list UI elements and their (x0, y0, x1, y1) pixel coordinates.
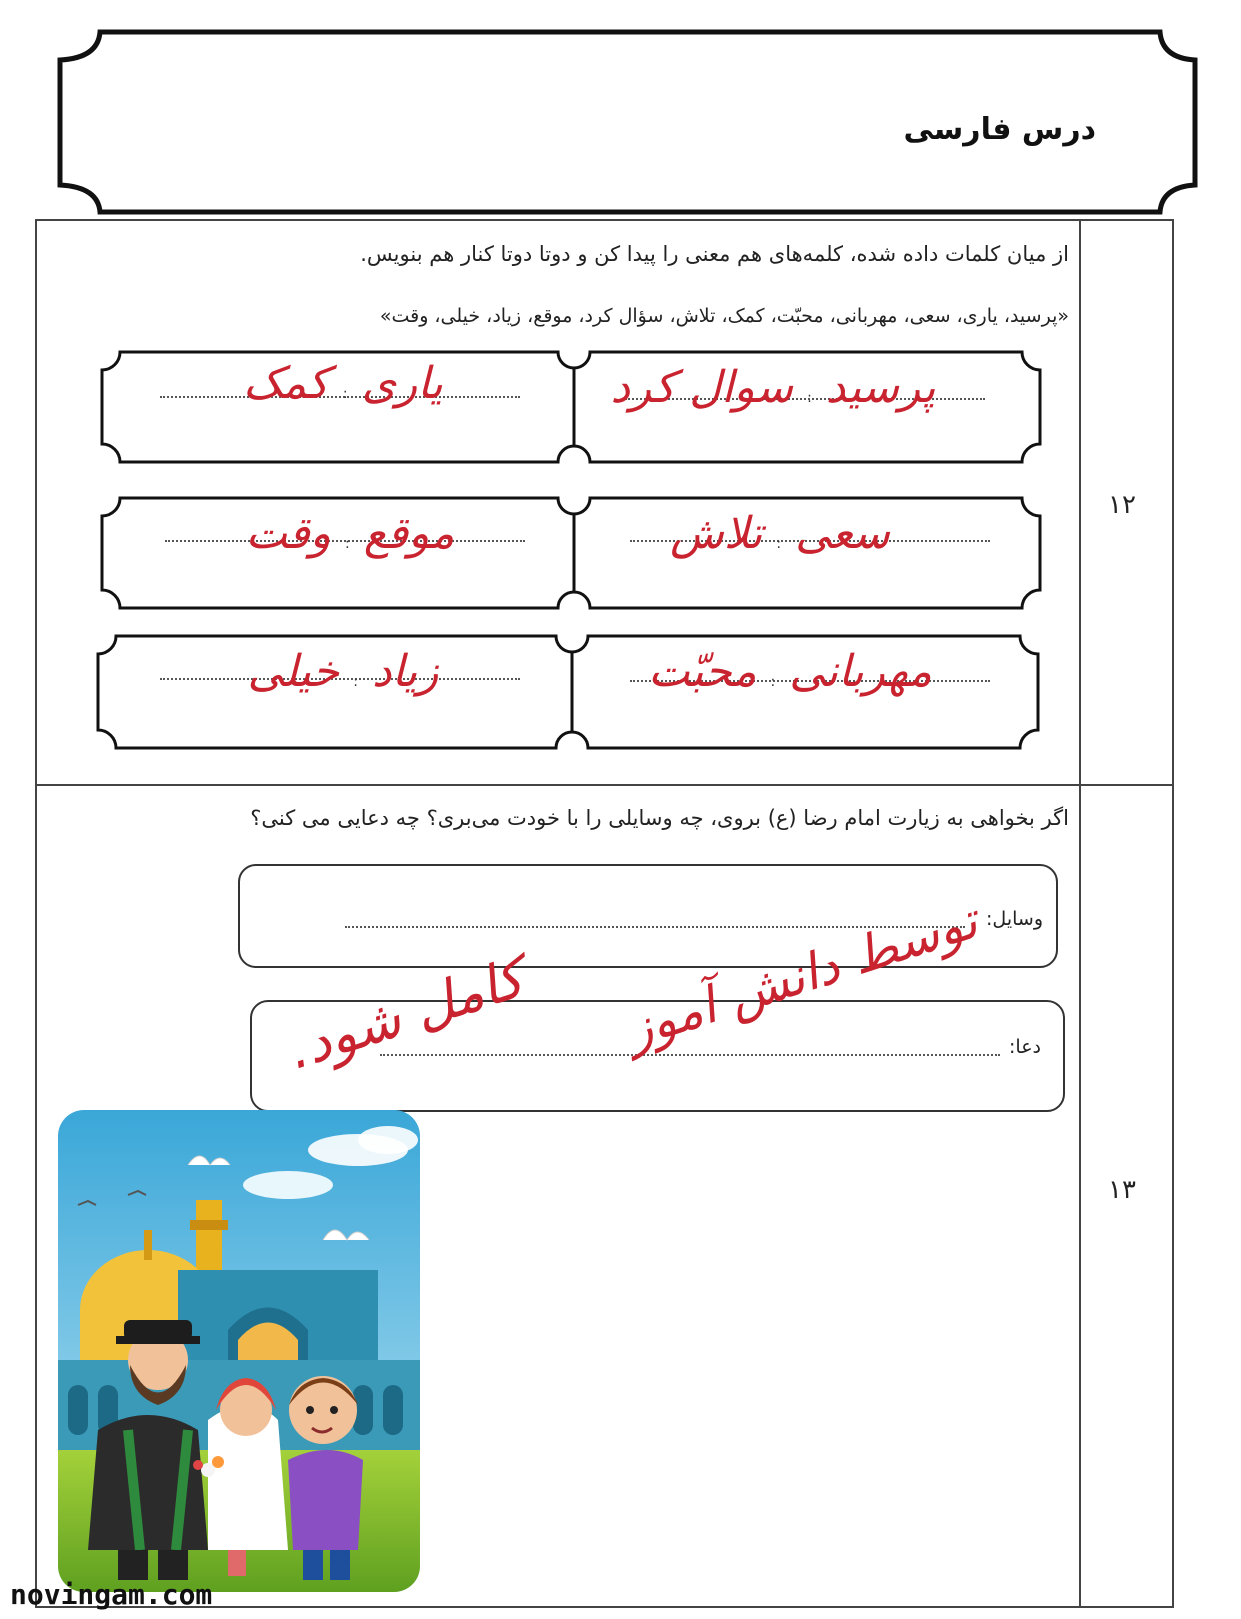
answer-pair-2: یاری : کمک (243, 358, 443, 409)
q12-word-list: «پرسید، یاری، سعی، مهربانی، محبّت، کمک، تلاش، سؤال کرد، موقع، زیاد، خیلی، وقت» (379, 305, 1069, 327)
answer-pair-1: پرسید : سوال کرد (610, 362, 936, 413)
pilgrimage-illustration (58, 1110, 420, 1592)
answer-pair-4: موقع : وقت (245, 508, 455, 559)
handwritten-note-line1: توسط دانش آموز (618, 891, 985, 1060)
question-number-12: ۱۲ (1108, 490, 1136, 520)
question-number-13: ۱۳ (1108, 1175, 1136, 1205)
q13-question: اگر بخواهی به زیارت امام رضا (ع) بروی، چه وسایلی را با خودت می‌بری؟ چه دعایی می کنی؟ (250, 806, 1069, 830)
handwritten-note-line2: کامل شود. (280, 946, 532, 1082)
prayer-answer-line (380, 1054, 1000, 1056)
answer-pair-5: مهربانی : محبّت (648, 646, 932, 697)
prayer-label: دعا: (1009, 1036, 1041, 1058)
answer-pair-6: زیاد : خیلی (247, 646, 439, 697)
watermark: novingam.com (10, 1578, 213, 1611)
items-label: وسایل: (986, 908, 1043, 930)
q12-instruction: از میان کلمات داده شده، کلمه‌های هم معنی را پیدا کن و دوتا دوتا کنار هم بنویس. (360, 242, 1069, 266)
page-title: درس فارسی (903, 112, 1096, 147)
answer-pair-3: سعی : تلاش (670, 508, 890, 559)
